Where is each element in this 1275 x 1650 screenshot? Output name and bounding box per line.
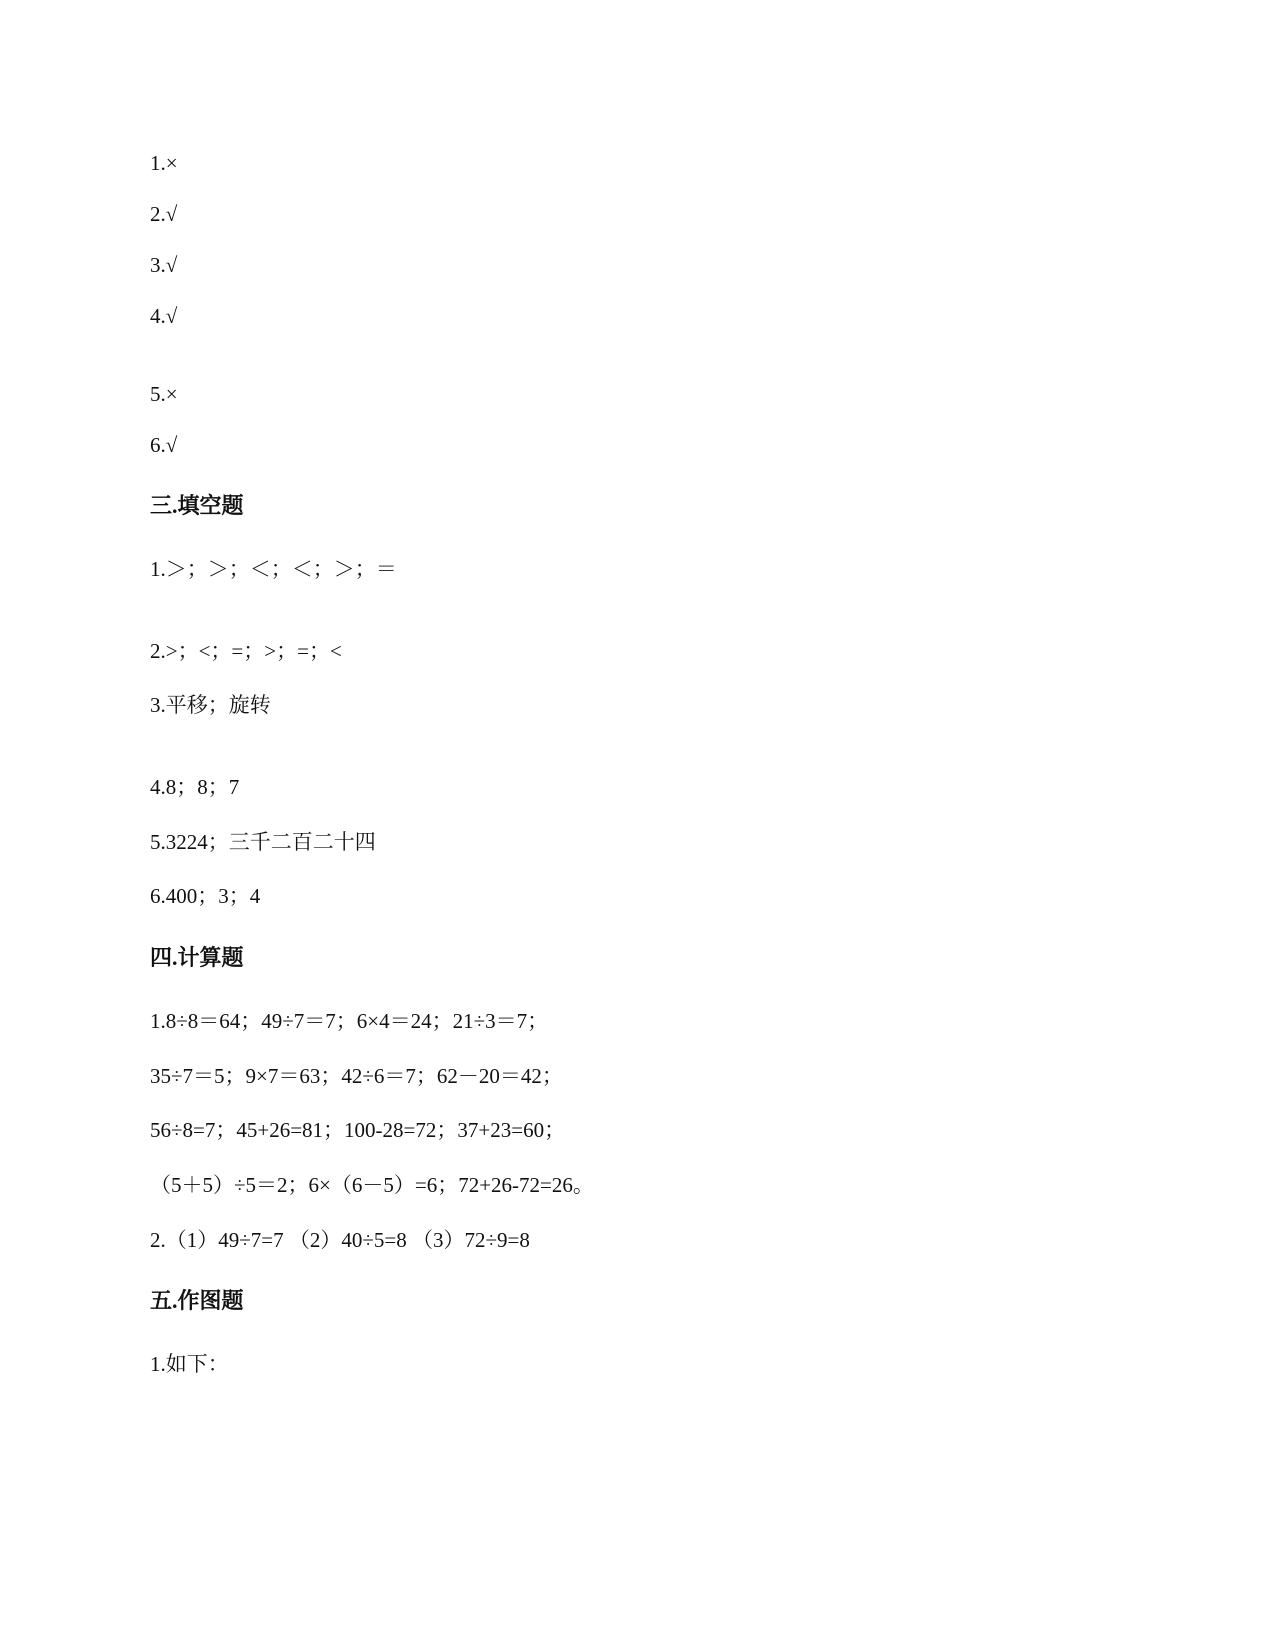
answer-line: 1.×: [150, 151, 178, 175]
answer-line: 5.3224；三千二百二十四: [150, 830, 376, 854]
answer-line: 1.＞；＞；＜；＜；＞；＝: [150, 557, 397, 581]
answer-line: 2.>；<；=；>；=；<: [150, 639, 342, 663]
answer-line: 6.√: [150, 433, 178, 457]
answer-line: 1.8÷8＝64；49÷7＝7；6×4＝24；21÷3＝7；: [150, 1009, 549, 1033]
answer-line: 3.√: [150, 253, 178, 277]
answer-line: 2.√: [150, 202, 178, 226]
answer-line: 35÷7＝5；9×7＝63；42÷6＝7；62－20＝42；: [150, 1064, 563, 1088]
answer-line: 56÷8=7；45+26=81；100-28=72；37+23=60；: [150, 1118, 566, 1142]
answer-line: 4.8；8；7: [150, 775, 240, 799]
section-heading-drawing: 五.作图题: [150, 1288, 244, 1313]
answer-line: 6.400；3；4: [150, 884, 261, 908]
section-heading-fill-blank: 三.填空题: [150, 493, 244, 518]
answer-line: （5＋5）÷5＝2；6×（6－5）=6；72+26-72=26。: [150, 1173, 594, 1197]
answer-line: 4.√: [150, 304, 178, 328]
answer-line: 3.平移；旋转: [150, 693, 271, 717]
answer-line: 1.如下：: [150, 1352, 229, 1376]
answer-line: 5.×: [150, 382, 178, 406]
answer-line: 2.（1）49÷7=7 （2）40÷5=8 （3）72÷9=8: [150, 1228, 530, 1252]
section-heading-calculation: 四.计算题: [150, 945, 244, 970]
